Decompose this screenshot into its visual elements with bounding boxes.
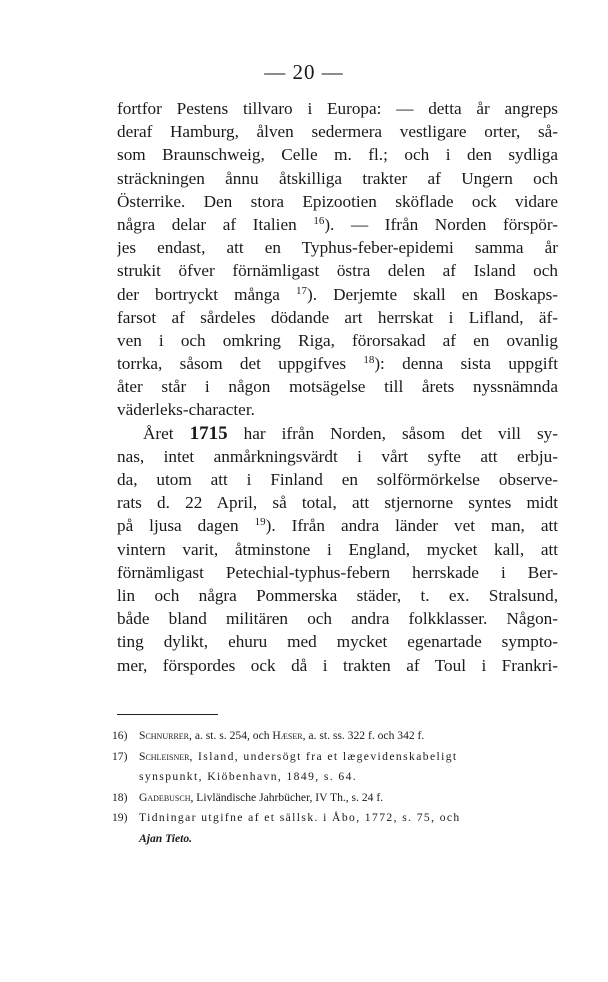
text-line: förnämligast Petechial-typhus-febern herrskade i Ber- [117, 562, 558, 582]
footnote-18: 18) Gadebusch, Livländische Jahrbücher, IV Th., s. 24 f. [112, 790, 384, 804]
footnote-19: 19) Tidningar utgifne af et sällsk. i Åbo, 1772, s. 75, och [112, 811, 461, 824]
text-line: några delar af Italien $^{16}$). — Ifrån Norden förspör- [117, 214, 558, 234]
footnote-19-cont: Ajan Tieto. [139, 831, 193, 845]
text-line: Österrike. Den stora Epizootien sköflade ock vidare [117, 191, 558, 211]
text-line: fortfor Pestens tillvaro i Europa: — detta år angreps [117, 99, 558, 118]
text-line: sträckningen ånnu åtskilliga trakter af Ungern och [117, 168, 558, 188]
footnote-ref[interactable]: 19 [254, 516, 266, 529]
text-line: ting dylikt, ehuru med mycket egenartade sympto- [117, 632, 558, 652]
text-line: väderleks-character. [117, 400, 255, 420]
text-line: farsot af sårdeles dödande art herrskat i Lifland, äf- [117, 307, 558, 327]
text-line: jes endast, att en Typhus-feber-epidemi samma år [117, 238, 558, 258]
text-line: lin och några Pommerska städer, t. ex. Stralsund, [117, 585, 558, 605]
text-line: mer, förspordes ock då i trakten af Toul i Frankri- [117, 655, 558, 675]
footnote-ref[interactable]: 17 [296, 284, 308, 297]
page-number: — 20 — [264, 60, 344, 84]
text-line: torrka, såsom det uppgifves $^{18}$): denna sista uppgift [117, 354, 558, 374]
text-line: vintern varit, åtminstone i England, mycket kall, att [117, 539, 558, 559]
footnote-17-cont: synspunkt, Kiöbenhavn, 1849, s. 64. [139, 770, 358, 783]
text-line: rats d. 22 April, så total, att stjernorne syntes midt [117, 493, 558, 513]
body-text [117, 97, 558, 677]
text-line: nas, intet anmårkningsvärdt i vårt syfte att erbju- [117, 446, 558, 466]
footnote-ref[interactable]: 16 [313, 214, 325, 227]
footnotes [112, 726, 558, 849]
footnote-divider [117, 714, 218, 715]
footnote-16: 16) Schnurrer, a. st. s. 254, och Hæser, a. st. ss. 322 f. och 342 f. [112, 729, 425, 742]
text-line: åter står i någon motsägelse till årets nyssnämnda [117, 377, 558, 397]
text-line: som Braunschweig, Celle m. fl.; och i den sydliga [117, 145, 558, 165]
text-line: Året 1715 har ifrån Norden, såsom det vill sy- [143, 422, 558, 444]
text-line: strukit öfver förnämligast östra delen af Island och [117, 261, 558, 281]
text-line: på ljusa dagen $^{19}$). Ifrån andra länder vet man, att [117, 516, 558, 536]
text-line: da, utom att i Finland en solförmörkelse observe- [117, 470, 558, 489]
footnote-17: 17) Schleisner, Island, undersögt fra et lægevidenskabeligt [112, 749, 458, 763]
text-line: deraf Hamburg, ålven sedermera vestligare orter, så- [117, 122, 558, 142]
text-line: ven i och omkring Riga, förorsakad af en ovanlig [117, 330, 558, 350]
text-line: der bortryckt många $^{17}$). Derjemte skall en Boskaps- [117, 284, 558, 304]
text-line: både bland militären och andra folkklasser. Någon- [117, 609, 558, 629]
footnote-ref[interactable]: 18 [363, 354, 375, 367]
year: 1715 [189, 422, 228, 444]
